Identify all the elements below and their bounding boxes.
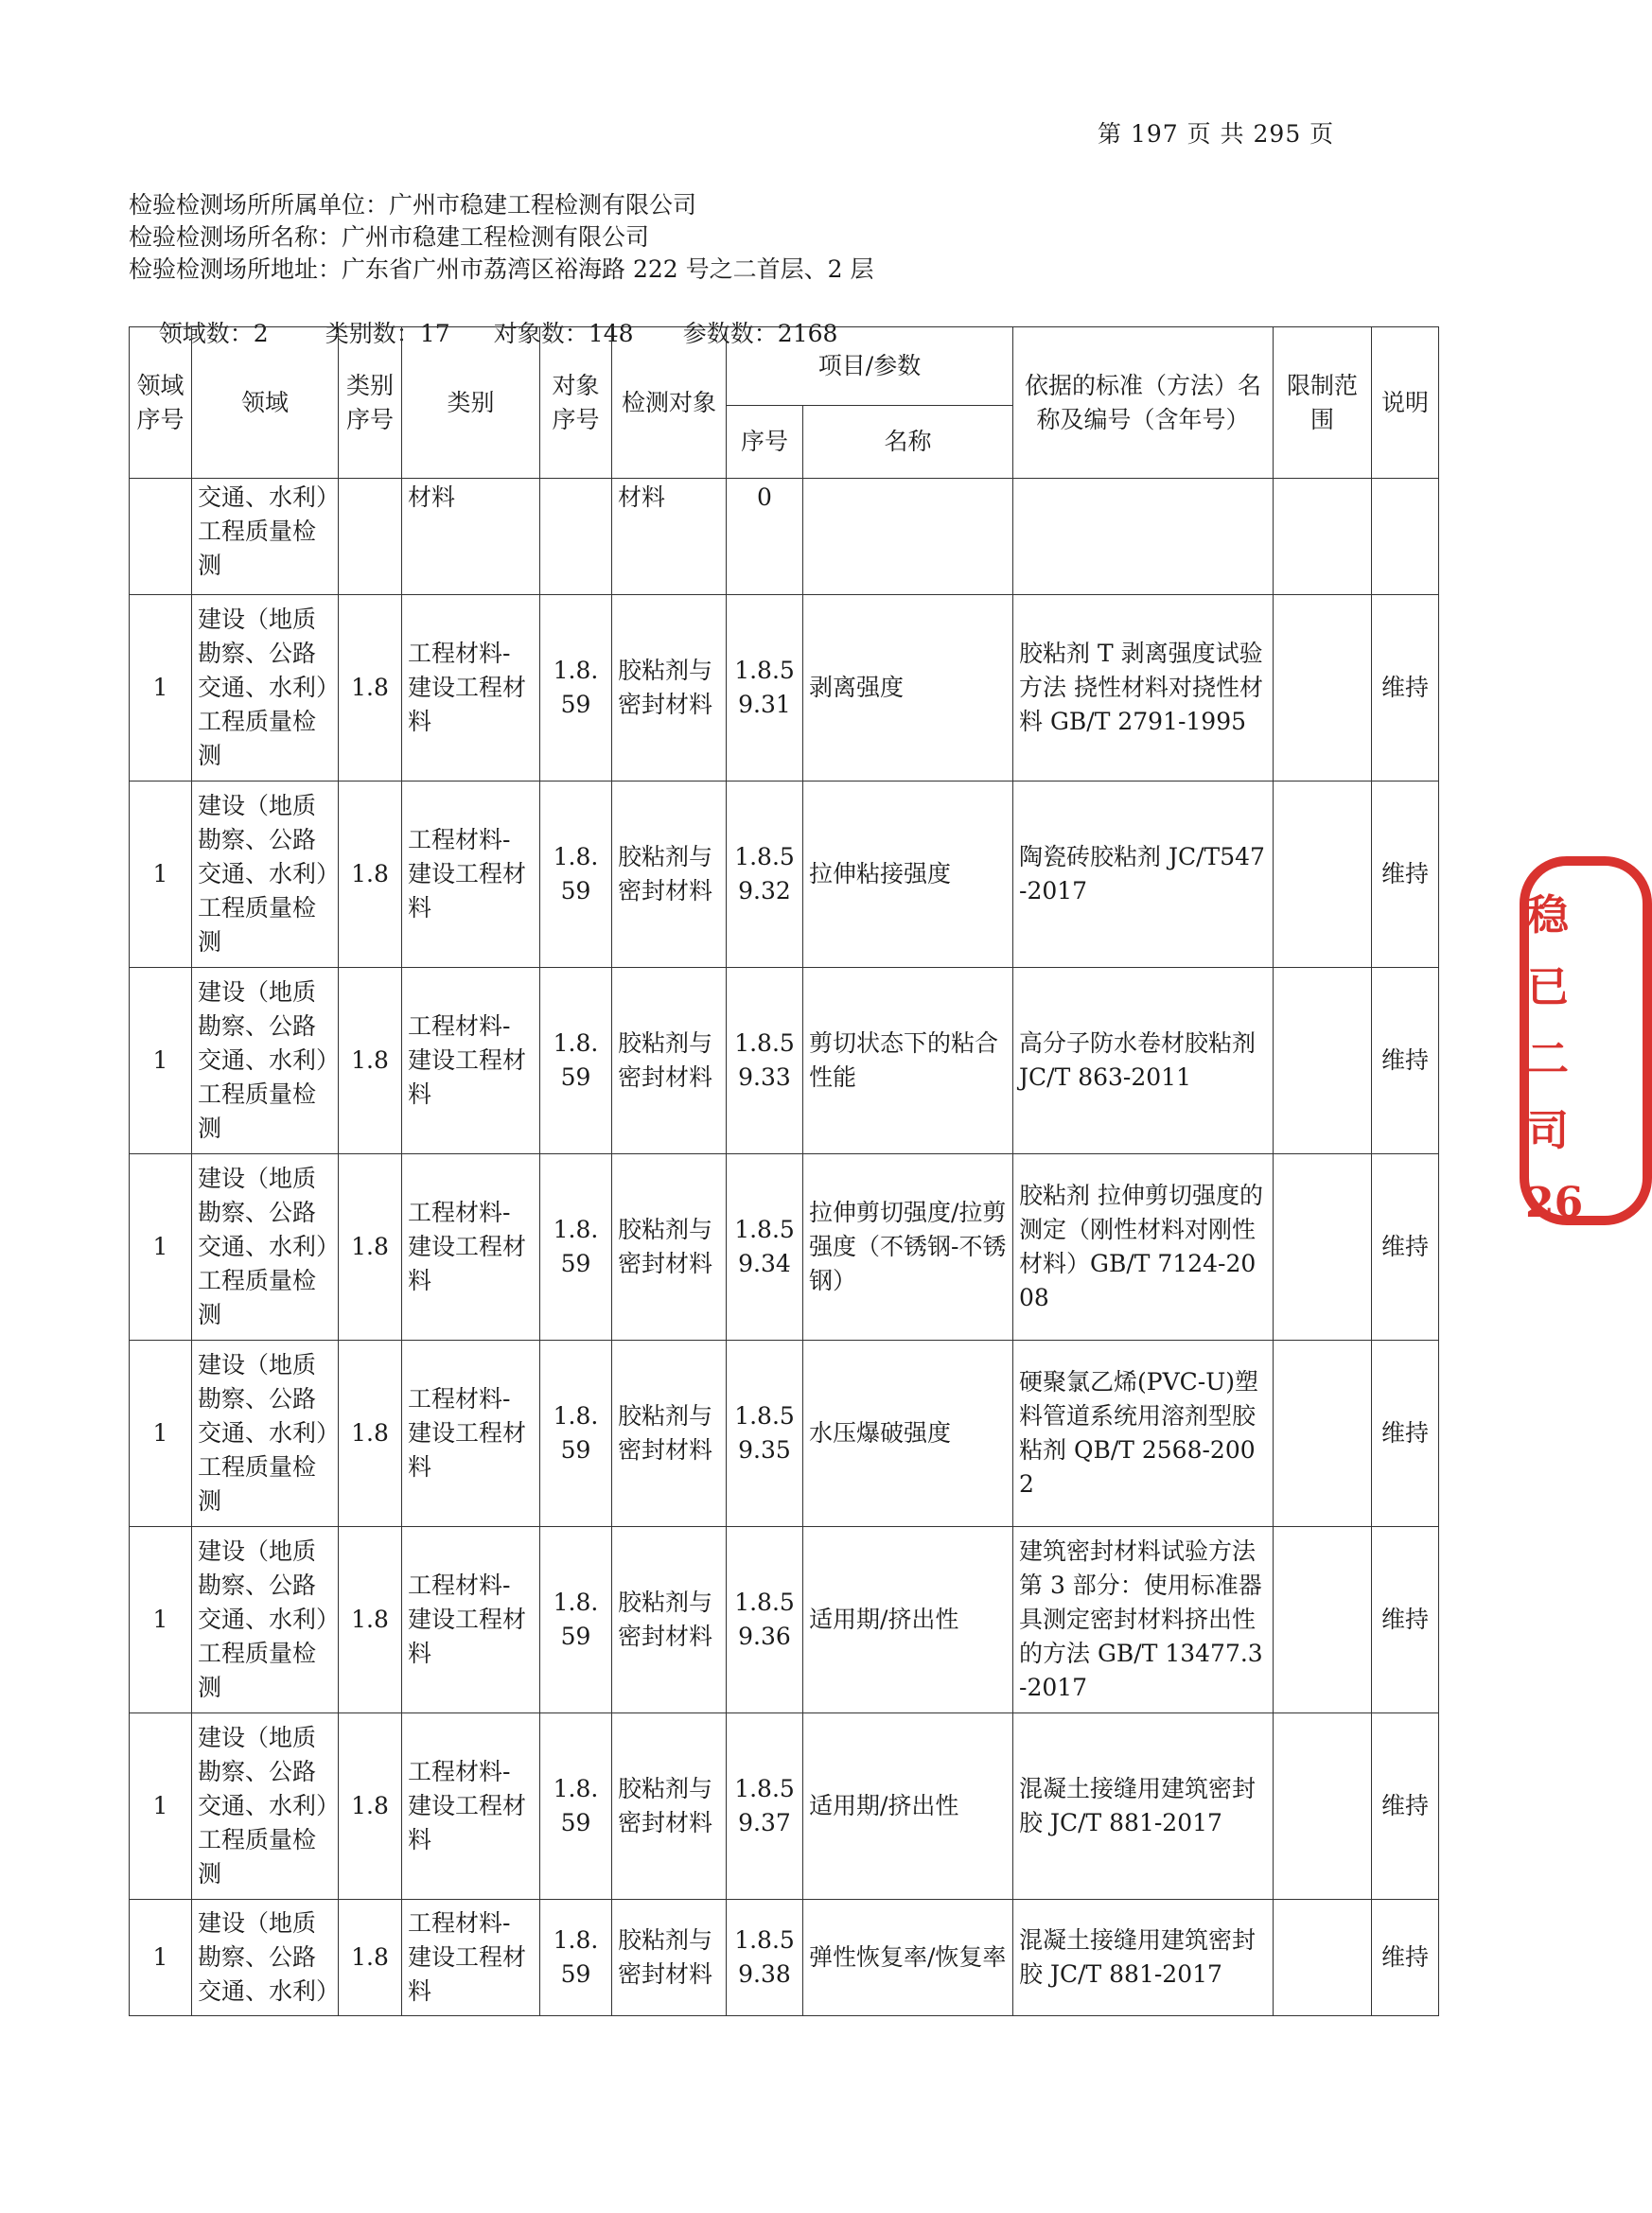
- header-item-param: 项目/参数: [727, 327, 1013, 406]
- cell-item-no: 1.8.59.33: [727, 968, 803, 1154]
- cell-object-no: 1.8.59: [540, 1154, 612, 1341]
- cell-limit: [1274, 479, 1372, 595]
- cell-standard: 胶粘剂 拉伸剪切强度的测定（刚性材料对刚性材料）GB/T 7124-2008: [1013, 1154, 1274, 1341]
- header-domain: 领域: [192, 327, 339, 479]
- cell-item-no: 1.8.59.34: [727, 1154, 803, 1341]
- page-number: 第 197 页 共 295 页: [1098, 120, 1335, 148]
- count-categories: 类别数：17: [325, 320, 450, 347]
- cell-limit: [1274, 1900, 1372, 2016]
- cell-standard: 混凝土接缝用建筑密封胶 JC/T 881-2017: [1013, 1713, 1274, 1900]
- cell-note: 维持: [1372, 1527, 1439, 1713]
- cell-domain: 建设（地质勘察、公路交通、水利）: [192, 1900, 339, 2016]
- cell-category-no: 1.8: [339, 1900, 402, 2016]
- count-params: 参数数：2168: [682, 320, 838, 347]
- cell-limit: [1274, 1154, 1372, 1341]
- table-row: [130, 782, 1439, 968]
- cell-item-name: 适用期/挤出性: [803, 1713, 1013, 1900]
- cell-domain-no: 1: [130, 968, 192, 1154]
- cell-item-name: 拉伸粘接强度: [803, 782, 1013, 968]
- cell-standard: 高分子防水卷材胶粘剂 JC/T 863-2011: [1013, 968, 1274, 1154]
- cell-domain-no: 1: [130, 782, 192, 968]
- cell-note: 维持: [1372, 1154, 1439, 1341]
- cell-category: 工程材料-建设工程材料: [402, 595, 540, 782]
- cell-object: 胶粘剂与密封材料: [612, 1713, 727, 1900]
- cell-domain: 建设（地质勘察、公路交通、水利）工程质量检测: [192, 968, 339, 1154]
- cell-object-no: 1.8.59: [540, 1713, 612, 1900]
- cell-domain-no: 1: [130, 1341, 192, 1527]
- cell-object: 胶粘剂与密封材料: [612, 1341, 727, 1527]
- cell-standard: 混凝土接缝用建筑密封胶 JC/T 881-2017: [1013, 1900, 1274, 2016]
- cell-domain-no: 1: [130, 595, 192, 782]
- cell-domain: 交通、水利）工程质量检测: [192, 479, 339, 595]
- header-domain-no: 领域序号: [130, 327, 192, 479]
- cell-object-no: 1.8.59: [540, 595, 612, 782]
- cell-item-no: 1.8.59.37: [727, 1713, 803, 1900]
- cell-item-no: 0: [727, 479, 803, 595]
- cell-item-no: 1.8.59.36: [727, 1527, 803, 1713]
- header-address: 检验检测场所地址：广东省广州市荔湾区裕海路 222 号之二首层、2 层: [129, 255, 874, 283]
- cell-category: 工程材料-建设工程材料: [402, 1341, 540, 1527]
- cell-object-no: 1.8.59: [540, 782, 612, 968]
- cell-note: 维持: [1372, 1341, 1439, 1527]
- cell-item-name: 剥离强度: [803, 595, 1013, 782]
- cell-category: 材料: [402, 479, 540, 595]
- cell-note: [1372, 479, 1439, 595]
- cell-item-no: 1.8.59.38: [727, 1900, 803, 2016]
- cell-standard: 陶瓷砖胶粘剂 JC/T547-2017: [1013, 782, 1274, 968]
- cell-category: 工程材料-建设工程材料: [402, 1713, 540, 1900]
- cell-domain: 建设（地质勘察、公路交通、水利）工程质量检测: [192, 1341, 339, 1527]
- cell-category-no: 1.8: [339, 1713, 402, 1900]
- table-row: [130, 595, 1439, 782]
- cell-standard: 硬聚氯乙烯(PVC-U)塑料管道系统用溶剂型胶粘剂 QB/T 2568-2002: [1013, 1341, 1274, 1527]
- cell-category: 工程材料-建设工程材料: [402, 1527, 540, 1713]
- cell-domain: 建设（地质勘察、公路交通、水利）工程质量检测: [192, 1527, 339, 1713]
- cell-domain-no: [130, 479, 192, 595]
- cell-item-no: 1.8.59.31: [727, 595, 803, 782]
- header-unit: 检验检测场所所属单位：广州市稳建工程检测有限公司: [129, 191, 697, 219]
- count-objects: 对象数：148: [493, 320, 634, 347]
- header-limit: 限制范围: [1274, 327, 1372, 479]
- cell-standard: 建筑密封材料试验方法 第 3 部分：使用标准器具测定密封材料挤出性的方法 GB/T 13477.3-2017: [1013, 1527, 1274, 1713]
- cell-category-no: 1.8: [339, 1527, 402, 1713]
- header-standard: 依据的标准（方法）名称及编号（含年号）: [1013, 327, 1274, 479]
- cell-limit: [1274, 1713, 1372, 1900]
- table-row: [130, 1527, 1439, 1713]
- cell-standard: 胶粘剂 T 剥离强度试验方法 挠性材料对挠性材料 GB/T 2791-1995: [1013, 595, 1274, 782]
- cell-domain: 建设（地质勘察、公路交通、水利）工程质量检测: [192, 595, 339, 782]
- table-row: [130, 1713, 1439, 1900]
- header-note: 说明: [1372, 327, 1439, 479]
- table-row: [130, 968, 1439, 1154]
- header-name: 检验检测场所名称：广州市稳建工程检测有限公司: [129, 223, 650, 251]
- cell-note: 维持: [1372, 595, 1439, 782]
- count-domains: 领域数：2: [158, 320, 269, 347]
- cell-limit: [1274, 968, 1372, 1154]
- cell-note: 维持: [1372, 782, 1439, 968]
- official-stamp-text: 稳 已 二 司 26: [1525, 891, 1584, 1227]
- cell-category: 工程材料-建设工程材料: [402, 1900, 540, 2016]
- cell-object-no: 1.8.59: [540, 968, 612, 1154]
- cell-note: 维持: [1372, 1900, 1439, 2016]
- cell-domain-no: 1: [130, 1154, 192, 1341]
- cell-category: 工程材料-建设工程材料: [402, 782, 540, 968]
- cell-object: 胶粘剂与密封材料: [612, 1154, 727, 1341]
- cell-object: 胶粘剂与密封材料: [612, 782, 727, 968]
- cell-category-no: 1.8: [339, 1341, 402, 1527]
- cell-standard: [1013, 479, 1274, 595]
- header-category-no: 类别序号: [339, 327, 402, 479]
- header-object-no: 对象序号: [540, 327, 612, 479]
- cell-limit: [1274, 782, 1372, 968]
- header-item-name: 名称: [803, 406, 1013, 479]
- table-row: [130, 479, 1439, 595]
- cell-item-name: 水压爆破强度: [803, 1341, 1013, 1527]
- cell-category-no: 1.8: [339, 595, 402, 782]
- cell-item-name: [803, 479, 1013, 595]
- cell-object: 胶粘剂与密封材料: [612, 595, 727, 782]
- cell-item-no: 1.8.59.32: [727, 782, 803, 968]
- header-object: 检测对象: [612, 327, 727, 479]
- cell-object: 材料: [612, 479, 727, 595]
- cell-object: 胶粘剂与密封材料: [612, 1527, 727, 1713]
- cell-note: 维持: [1372, 968, 1439, 1154]
- scope-table: [129, 326, 1439, 2016]
- cell-domain-no: 1: [130, 1900, 192, 2016]
- cell-domain-no: 1: [130, 1713, 192, 1900]
- cell-domain: 建设（地质勘察、公路交通、水利）工程质量检测: [192, 1154, 339, 1341]
- cell-item-name: 剪切状态下的粘合性能: [803, 968, 1013, 1154]
- cell-item-name: 适用期/挤出性: [803, 1527, 1013, 1713]
- cell-object-no: 1.8.59: [540, 1900, 612, 2016]
- cell-category-no: 1.8: [339, 968, 402, 1154]
- cell-object: 胶粘剂与密封材料: [612, 1900, 727, 2016]
- cell-category: 工程材料-建设工程材料: [402, 1154, 540, 1341]
- cell-category-no: 1.8: [339, 1154, 402, 1341]
- cell-limit: [1274, 1341, 1372, 1527]
- cell-domain-no: 1: [130, 1527, 192, 1713]
- cell-category-no: 1.8: [339, 782, 402, 968]
- cell-domain: 建设（地质勘察、公路交通、水利）工程质量检测: [192, 1713, 339, 1900]
- cell-item-name: 拉伸剪切强度/拉剪强度（不锈钢-不锈钢）: [803, 1154, 1013, 1341]
- header-item-no: 序号: [727, 406, 803, 479]
- cell-item-name: 弹性恢复率/恢复率: [803, 1900, 1013, 2016]
- cell-limit: [1274, 1527, 1372, 1713]
- cell-category: 工程材料-建设工程材料: [402, 968, 540, 1154]
- table-row: [130, 1154, 1439, 1341]
- cell-object-no: [540, 479, 612, 595]
- table-row: [130, 1341, 1439, 1527]
- table-row: [130, 1900, 1439, 2016]
- cell-domain: 建设（地质勘察、公路交通、水利）工程质量检测: [192, 782, 339, 968]
- cell-limit: [1274, 595, 1372, 782]
- cell-object-no: 1.8.59: [540, 1341, 612, 1527]
- cell-category-no: [339, 479, 402, 595]
- cell-object-no: 1.8.59: [540, 1527, 612, 1713]
- header-category: 类别: [402, 327, 540, 479]
- cell-item-no: 1.8.59.35: [727, 1341, 803, 1527]
- cell-object: 胶粘剂与密封材料: [612, 968, 727, 1154]
- cell-note: 维持: [1372, 1713, 1439, 1900]
